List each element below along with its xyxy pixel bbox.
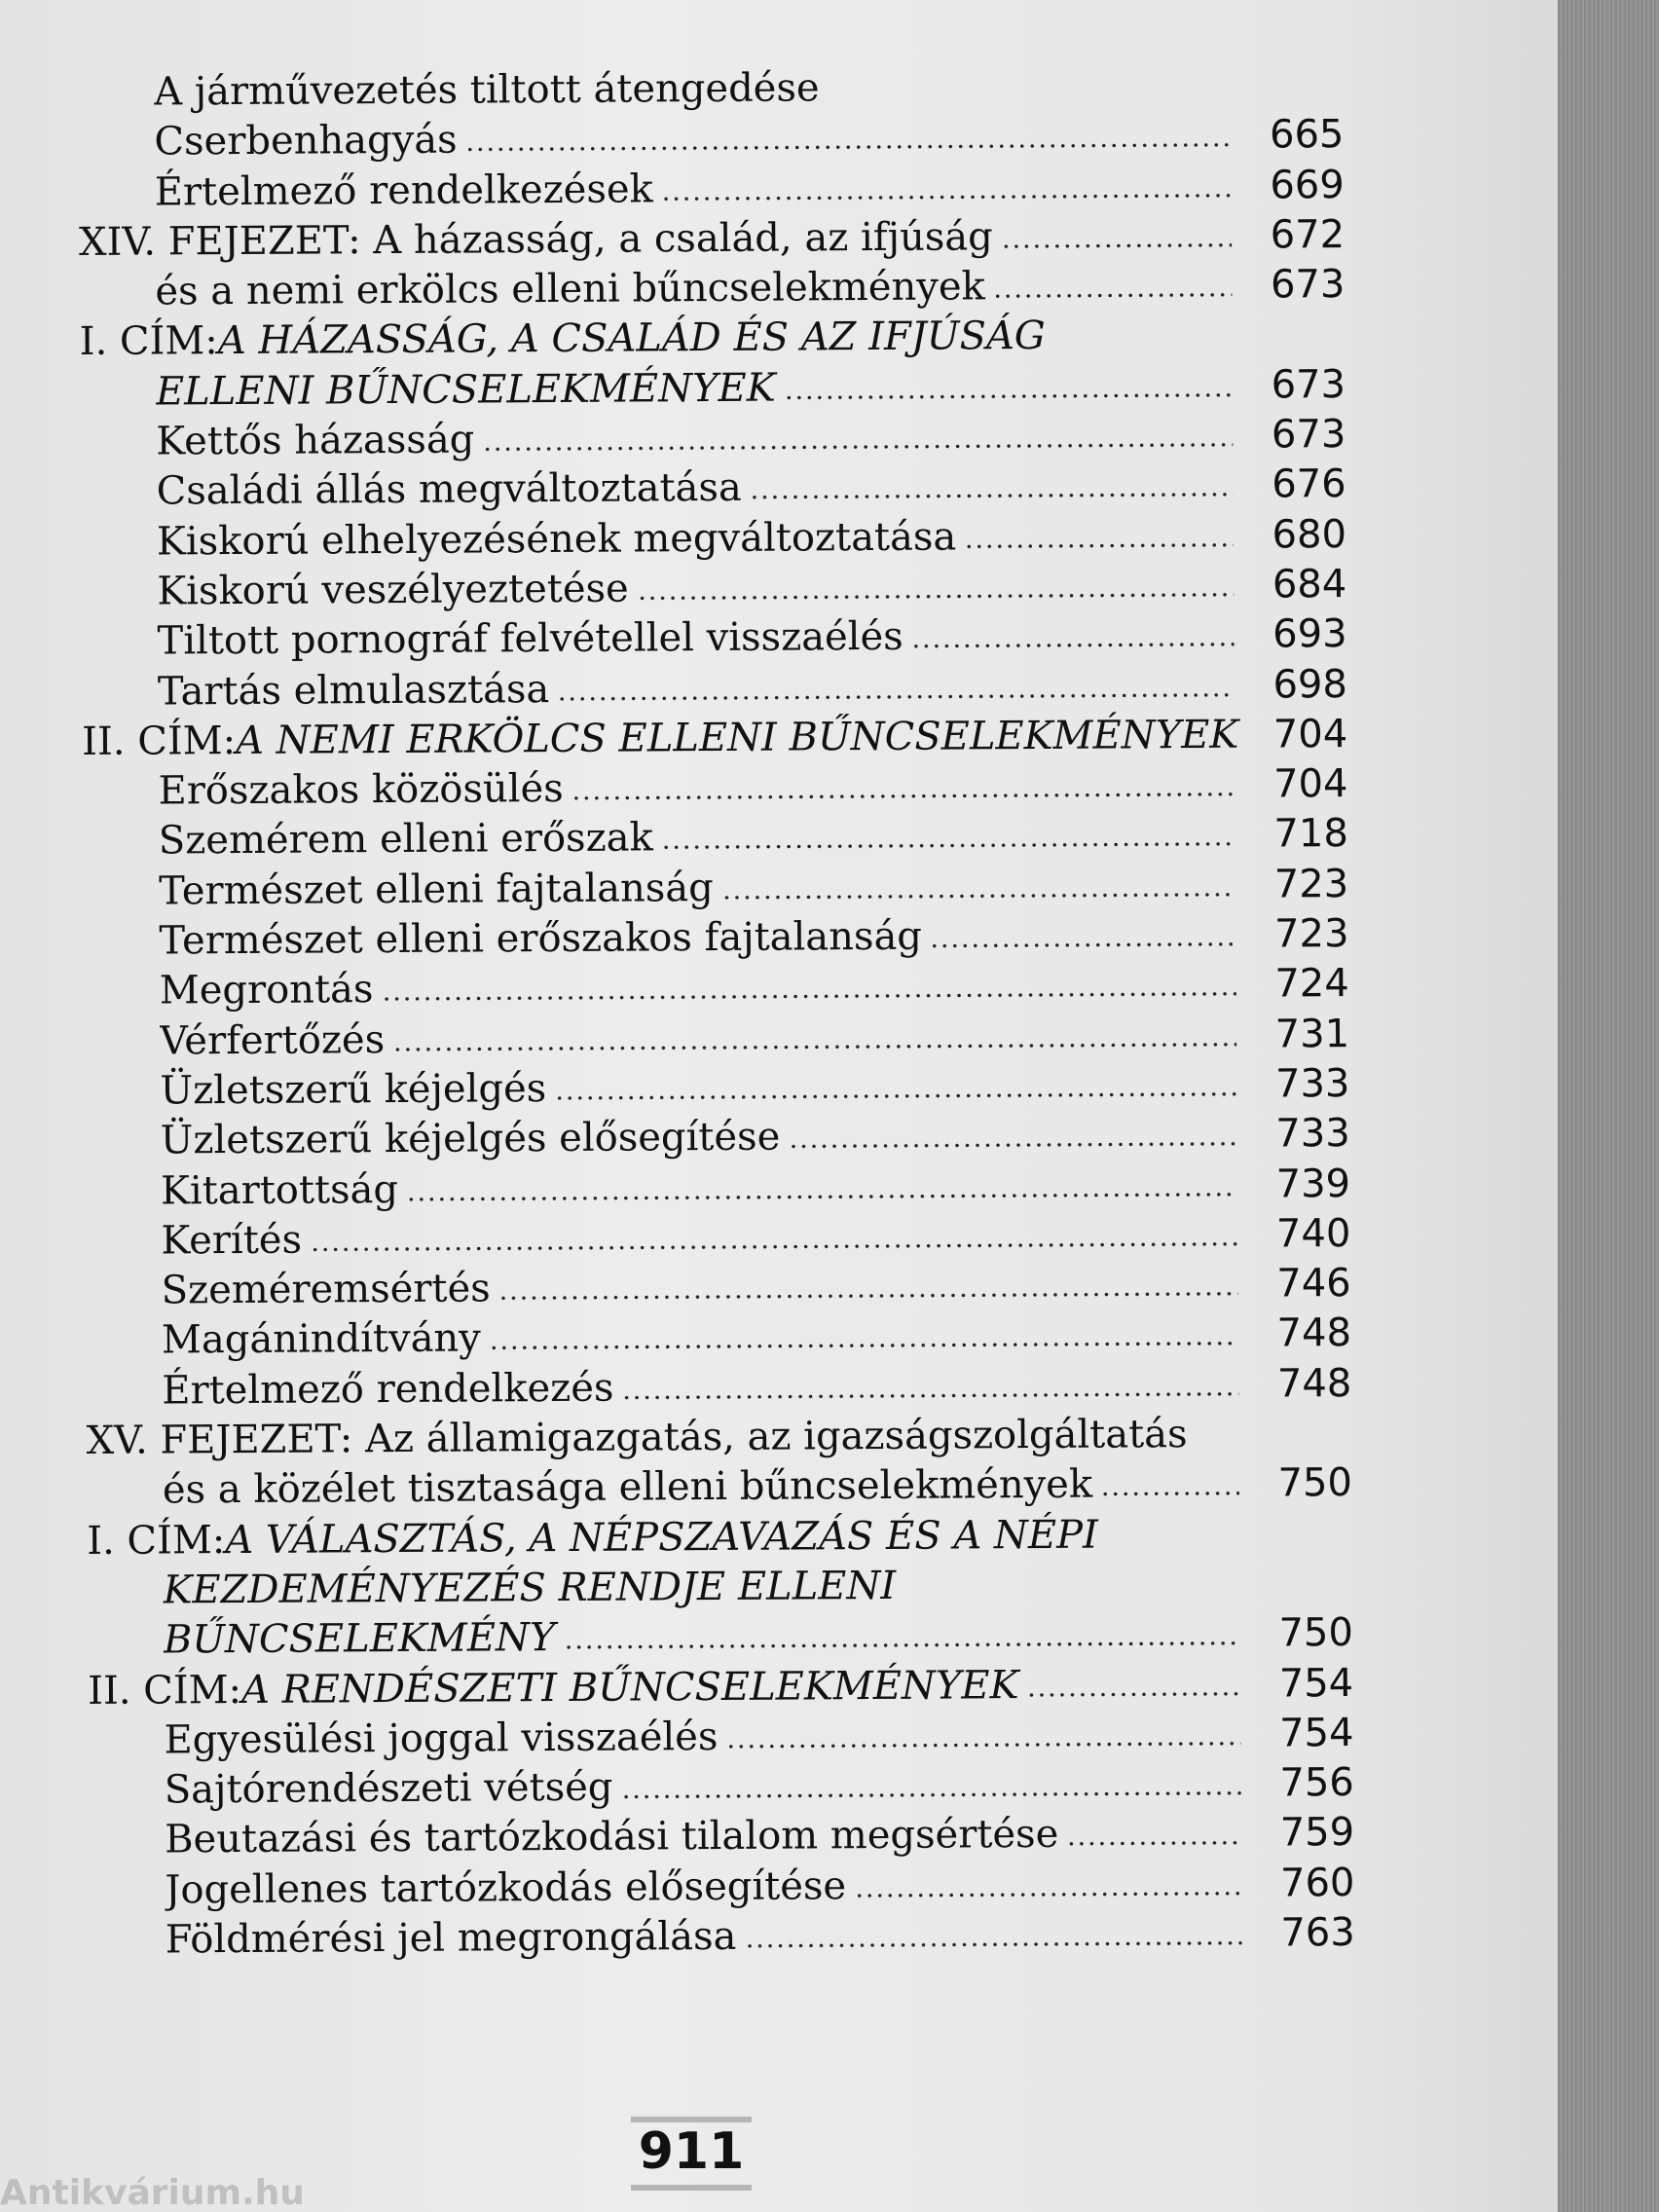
dot-leader (725, 1740, 1240, 1751)
toc-entry-label: A járművezetés tiltott átengedése (154, 65, 820, 115)
toc-entry (79, 161, 1345, 218)
toc-page-number (1248, 311, 1346, 312)
toc-page-number: 756 (1279, 1760, 1354, 1806)
toc-entry (89, 1808, 1354, 1865)
toc-entry-label: Szemérem elleni erőszak (158, 815, 653, 864)
toc-page-number (1255, 1559, 1352, 1560)
toc-page-number: 731 (1274, 1011, 1350, 1057)
dot-leader (482, 441, 1233, 454)
toc-page-number: 680 (1272, 511, 1347, 558)
toc-title-row (88, 1608, 1353, 1666)
dot-leader (489, 1340, 1238, 1352)
toc-entry (80, 410, 1346, 467)
toc-page-number: 684 (1272, 562, 1347, 608)
dot-leader (310, 1240, 1237, 1254)
toc-page-number (1246, 60, 1344, 61)
toc-entry-label: Kettős házasság (156, 417, 475, 464)
toc-page-number: 740 (1275, 1210, 1351, 1257)
dot-leader (1026, 1689, 1240, 1698)
dot-leader (993, 291, 1233, 301)
toc-page-number: 754 (1278, 1660, 1354, 1706)
toc-entry-label: Értelmező rendelkezés (162, 1365, 614, 1414)
toc-page-number: 672 (1270, 211, 1346, 258)
dot-leader (788, 1140, 1236, 1151)
toc-entry-label: Földmérési jel megrongálása (165, 1913, 737, 1963)
dot-leader (1066, 1839, 1241, 1848)
toc-page-number: 733 (1275, 1111, 1350, 1157)
toc-entry-label: Egyesülési joggal visszaélés (164, 1714, 719, 1763)
toc-page-number: 759 (1279, 1810, 1355, 1856)
dot-leader (381, 990, 1235, 1003)
page-edge (1558, 0, 1659, 2212)
toc-entry-label: XIV. FEJEZET: A házasság, a család, az ifjúság (78, 214, 993, 265)
watermark: Antikvárium.hu (0, 2173, 305, 2212)
toc-entry (82, 759, 1347, 817)
toc-entry-label: A VÁLASZTÁS, A NÉPSZAVAZÁS ÉS A NÉPI (225, 1512, 1099, 1563)
toc-entry (88, 1709, 1353, 1766)
toc-entry-label: Kerítés (161, 1217, 303, 1264)
toc-entry (84, 1010, 1349, 1067)
toc-entry (85, 1160, 1350, 1217)
toc-page-number (1254, 1409, 1351, 1410)
toc-entry-label: KEZDEMÉNYEZÉS RENDJE ELLENI (163, 1563, 897, 1613)
toc-entry-label: A RENDÉSZETI BŰNCSELEKMÉNYEK (240, 1662, 1019, 1713)
toc-page-number: 669 (1270, 162, 1345, 208)
toc-entry (81, 609, 1346, 667)
dot-leader (930, 940, 1236, 950)
dot-leader (964, 540, 1234, 550)
dot-leader (911, 641, 1235, 650)
toc-entry (85, 1109, 1350, 1166)
toc-entry-label: Erőszakos közösülés (158, 766, 564, 814)
toc-entry-label: Tiltott pornográf felvétellel visszaélés (157, 614, 903, 664)
toc-entry (81, 560, 1346, 617)
toc-entry-label: ELLENI BŰNCSELEKMÉNYEK (155, 365, 776, 415)
toc-entry-label: Természet elleni fajtalanság (159, 865, 714, 914)
toc-title-row (80, 360, 1346, 418)
toc-entry (89, 1859, 1354, 1916)
toc-page-number: 739 (1275, 1161, 1351, 1207)
toc-page-number: 746 (1276, 1261, 1351, 1307)
toc-entry-label: Üzletszerű kéjelgés (160, 1066, 547, 1114)
dot-leader (554, 1090, 1236, 1102)
toc-entry-label: Cserbenhagyás (154, 117, 458, 165)
toc-entry (84, 1059, 1349, 1117)
dot-leader (744, 1939, 1241, 1950)
toc-entry-label: Természet elleni erőszakos fajtalanság (159, 913, 923, 964)
toc-entry (81, 510, 1346, 568)
toc-page-number: 750 (1278, 1610, 1353, 1656)
toc-page-number: 676 (1272, 461, 1346, 507)
dot-leader (465, 141, 1232, 154)
toc-title-row (87, 1509, 1352, 1567)
dot-leader (621, 1389, 1238, 1401)
toc-entry-label: Magánindítvány (161, 1315, 481, 1363)
toc-entry (78, 60, 1344, 118)
toc-entry (83, 860, 1348, 917)
dot-leader (498, 1290, 1238, 1303)
page-number: 911 (623, 2122, 759, 2181)
toc-page-number: 724 (1274, 961, 1349, 1007)
toc-page-number: 704 (1273, 761, 1348, 807)
toc-entry-label: A HÁZASSÁG, A CSALÁD ÉS AZ IFJÚSÁG (217, 313, 1046, 364)
toc-entry-label: Beutazási és tartózkodási tilalom megsértése (164, 1812, 1059, 1862)
dot-leader (784, 391, 1233, 402)
toc-page-number: 693 (1272, 611, 1347, 657)
toc-page-number: 698 (1272, 661, 1348, 708)
toc-chapter-row (86, 1409, 1351, 1466)
toc-page-number: 704 (1272, 711, 1348, 757)
toc-entry-label: Üzletszerű kéjelgés elősegítése (160, 1114, 781, 1163)
toc-page-number: 760 (1279, 1860, 1355, 1906)
toc-entry-label: Vérfertőzés (159, 1016, 386, 1064)
toc-entry-label: Kitartottság (160, 1166, 399, 1214)
toc-entry (87, 1458, 1352, 1516)
toc-entry-label: Sajtórendészeti vétség (164, 1764, 613, 1813)
toc-page-number: 723 (1273, 861, 1349, 907)
toc-title-row (88, 1659, 1353, 1716)
toc-page-number: 665 (1269, 112, 1345, 158)
toc-page-number: 754 (1278, 1710, 1354, 1756)
toc-title-row (80, 311, 1346, 368)
dot-leader (854, 1889, 1241, 1899)
toc-entry (86, 1309, 1351, 1366)
toc-entry (78, 110, 1344, 167)
toc-page-number: 733 (1274, 1060, 1350, 1107)
toc-entry (85, 1209, 1350, 1267)
toc-entry-label: Értelmező rendelkezések (154, 166, 653, 215)
toc-entry (83, 909, 1348, 967)
toc-page-number: 723 (1273, 911, 1349, 957)
toc-entry-label: Tartás elmulasztása (157, 666, 550, 715)
dot-leader (571, 791, 1235, 802)
toc-page-number: 748 (1276, 1360, 1352, 1407)
toc-entry-label: és a közélet tisztasága elleni bűncselekmények (162, 1461, 1093, 1513)
dot-leader (406, 1190, 1237, 1202)
dot-leader (750, 491, 1234, 501)
toc-page-number: 748 (1276, 1310, 1352, 1356)
dot-leader (392, 1040, 1236, 1052)
toc-entry (89, 1758, 1354, 1816)
toc-title-prefix: I. CÍM: (79, 318, 218, 365)
dot-leader (563, 1640, 1240, 1651)
dot-leader (661, 191, 1232, 203)
toc-title-prefix: I. CÍM: (87, 1517, 226, 1564)
toc-page-number: 673 (1270, 262, 1346, 308)
dot-leader (661, 840, 1235, 852)
toc-page-number: 750 (1277, 1460, 1353, 1506)
dot-leader (557, 690, 1235, 702)
toc-title-row (82, 710, 1347, 767)
toc-entry-label: XV. FEJEZET: Az államigazgatás, az igazságszolgáltatás (86, 1412, 1188, 1463)
toc-entry-label: Családi állás megváltoztatása (156, 465, 742, 514)
toc-entry-label: BŰNCSELEKMÉNY (163, 1615, 556, 1663)
toc-entry (86, 1259, 1351, 1316)
toc-page-number: 673 (1271, 361, 1346, 408)
table-of-contents (78, 60, 1355, 1966)
toc-title-prefix: II. CÍM: (82, 718, 237, 764)
dot-leader (637, 591, 1235, 603)
toc-entry-label: Megrontás (159, 967, 374, 1014)
toc-page-number: 718 (1273, 811, 1348, 857)
dot-leader (721, 891, 1235, 902)
toc-entry-label: A NEMI ERKÖLCS ELLENI BŰNCSELEKMÉNYEK (235, 712, 1239, 763)
toc-entry (79, 260, 1345, 317)
toc-title-prefix: II. CÍM: (88, 1667, 242, 1714)
toc-entry (81, 460, 1346, 517)
dot-leader (1100, 1490, 1239, 1498)
toc-entry (86, 1359, 1351, 1417)
dot-leader (620, 1789, 1240, 1801)
toc-entry-label: Kiskorú elhelyezésének megváltoztatása (156, 514, 957, 565)
dot-leader (1001, 241, 1232, 250)
toc-entry-label: és a nemi erkölcs elleni bűncselekmények (155, 264, 985, 314)
toc-chapter-row (79, 210, 1345, 268)
toc-entry (83, 809, 1348, 866)
toc-page-number: 673 (1271, 412, 1346, 458)
toc-entry (84, 959, 1349, 1016)
toc-entry (90, 1908, 1355, 1966)
toc-page-number (1255, 1509, 1352, 1510)
toc-entry-label: Jogellenes tartózkodás elősegítése (165, 1862, 847, 1913)
toc-title-row (87, 1559, 1352, 1616)
toc-entry-label: Szeméremsértés (161, 1266, 491, 1313)
toc-entry (82, 660, 1347, 718)
toc-entry-label: Kiskorú veszélyeztetése (157, 566, 629, 614)
toc-page-number: 763 (1280, 1910, 1355, 1956)
